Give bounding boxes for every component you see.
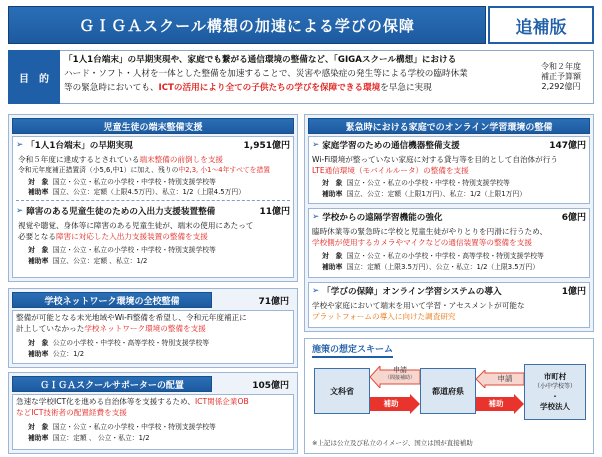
apply-label-2: 申請 <box>497 374 513 383</box>
item-io-device-title: ➢ 障害のある児童生徒のための入出力支援装置整備 <box>16 206 216 217</box>
item-io-device-rate: 補助率 国立、公立：定額 、私立：1/2 <box>28 257 148 265</box>
purpose-line2: ハード・ソフト・人材を一体とした整備を加速することで、災害や感染症の発生等による学校の臨時休業 <box>64 69 468 79</box>
bullet-icon: ➢ <box>312 140 320 150</box>
network-rate: 補助率 公立：1/2 <box>28 350 85 358</box>
supporter-amount: 105億円 <box>252 381 289 391</box>
bullet-icon: ➢ <box>312 286 320 296</box>
bullet-icon: ➢ <box>16 140 24 150</box>
scheme-title: 施策の想定スキーム <box>312 342 393 358</box>
scheme-note: ※上記は公立及び私立のイメージ、国立は国が直接補助 <box>312 439 473 447</box>
subsidy-label-2: 補助 <box>488 399 504 408</box>
scheme-municipality: 市町村 （小中学校等） ・ 学校法人 <box>524 364 586 420</box>
item-one-device-desc: 令和５年度に達成するとされている端末整備の前倒しを支援 <box>18 155 224 164</box>
item-io-device-desc2: 必要となる障害に対応した入出力支援装置の整備を支援 <box>18 232 208 241</box>
supporter-rate: 補助率 国立：定額 、 公立・私立：1/2 <box>28 434 150 442</box>
network-amount: 71億円 <box>258 297 289 307</box>
budget-type: 補正予算額 <box>541 72 581 81</box>
online-system-desc2: プラットフォームの導入に向けた調査研究 <box>312 312 456 321</box>
supporter-desc2: などICT技術者の配置経費を支援 <box>16 408 127 417</box>
purpose-line3 <box>64 81 526 95</box>
bullet-icon: ➢ <box>16 206 24 216</box>
purpose-label: 目 的 <box>8 50 60 104</box>
online-system-amount: 1億円 <box>561 287 586 297</box>
home-comm-target: 対 象 国立・公立・私立の小学校・中学校・特別支援学校等 <box>322 179 510 187</box>
home-comm-desc1: Wi-Fi環境が整っていない家庭に対する貸与等を目的として自治体が行う <box>312 155 558 164</box>
item-io-device-target: 対 象 国立・公立・私立の小学校・中学校・特別支援学校等 <box>28 246 216 254</box>
remote-learning-target: 対 象 国立・公立・私立の小学校・中学校・高等学校・特別支援学校等 <box>322 252 544 260</box>
purpose-budget <box>530 62 592 92</box>
item-one-device-rate: 補助率 国立、公立：定額（上限4.5万円）、私立：1/2（上限4.5万円） <box>28 188 246 196</box>
network-desc1: 整備が可能となる未光地域やWi-Fi整備を希望し、令和元年度補正に <box>16 313 247 322</box>
scheme-ministry: 文科省 <box>314 368 370 414</box>
online-system-title: ➢ 「学びの保障」オンライン学習システムの導入 <box>312 286 502 297</box>
purpose-line3-post: を早急に実現 <box>380 83 432 93</box>
scheme-prefecture: 都道府県 <box>420 368 476 414</box>
network-target: 対 象 公立の小学校・中学校・高等学校・特別支援学校等 <box>28 339 210 347</box>
remote-learning-title: ➢ 学校からの遠隔学習機能の強化 <box>312 212 443 223</box>
home-comm-title: ➢ 家庭学習のための通信機器整備支援 <box>312 140 460 151</box>
remote-learning-desc1: 臨時休業等の緊急時に学校と児童生徒がやりとりを円滑に行うため、 <box>312 227 548 236</box>
network-title: 学校ネットワーク環境の全校整備 <box>12 292 212 308</box>
item-one-device-note: 令和元年度補正措置済（小5,6,中1）に加え、残りの中2,3, 小1～4年すべてを措置 <box>18 166 271 174</box>
home-comm-desc2: LTE通信環境（モバイルルータ）の整備を支援 <box>312 166 469 175</box>
item-io-device-desc1: 視覚や聴覚、身体等に障害のある児童生徒が、端末の使用にあたって <box>18 221 254 230</box>
budget-year: 令和２年度 <box>541 62 581 71</box>
home-comm-amount: 147億円 <box>549 141 586 151</box>
item-io-device-amount: 11億円 <box>259 207 290 217</box>
page-title: ＧＩＧＡスクール構想の加速による学びの保障 <box>8 6 486 44</box>
bullet-icon: ➢ <box>312 212 320 222</box>
subsidy-label-1: 補助 <box>383 399 399 408</box>
item-one-device-title: ➢ 「1人1台端末」の早期実現 <box>16 140 133 151</box>
supporter-target: 対 象 国立・公立・私立の小学校・中学校・特別支援学校等 <box>28 423 216 431</box>
divider <box>16 200 290 201</box>
item-one-device-amount: 1,951億円 <box>243 141 290 151</box>
supporter-desc1: 急速な学校ICT化を進める自治体等を支援するため、ICT関係企業OB <box>16 397 249 406</box>
supplement-badge: 追補版 <box>488 6 594 44</box>
purpose-text <box>64 53 526 95</box>
apply-label-1: 申請 （間接補助） <box>384 366 415 381</box>
supporter-title: ＧＩＧＡスクールサポーターの配置 <box>12 376 212 392</box>
network-desc2: 計上していなかった学校ネットワーク環境の整備を支援 <box>16 324 206 333</box>
device-support-title: 児童生徒の端末整備支援 <box>12 118 294 134</box>
remote-learning-amount: 6億円 <box>561 213 586 223</box>
purpose-line3-highlight: ICTの活用により全ての子供たちの学びを保障できる環境 <box>158 83 381 93</box>
item-one-device-target: 対 象 国立・公立・私立の小学校・中学校・特別支援学校等 <box>28 178 216 186</box>
online-learning-title: 緊急時における家庭でのオンライン学習環境の整備 <box>308 118 590 134</box>
online-system-desc1: 学校や家庭において端末を用いて学習・アセスメントが可能な <box>312 301 525 310</box>
purpose-line1: 「1人1台端末」の早期実現や、家庭でも繋がる通信環境の整備など、「GIGAスクール構想」における <box>64 55 457 65</box>
remote-learning-rate: 補助率 国立：定額（上限3.5万円）、公立・私立：1/2（上限3.5万円） <box>322 263 540 271</box>
remote-learning-desc2: 学校側が使用するカメラやマイクなどの通信装置等の整備を支援 <box>312 238 532 247</box>
budget-amount: 2,292億円 <box>541 82 581 91</box>
purpose-line3-pre: 等の緊急時においても、 <box>64 83 159 93</box>
home-comm-rate: 補助率 国立、公立：定額（上限1万円）、私立：1/2（上限1万円） <box>322 190 527 198</box>
